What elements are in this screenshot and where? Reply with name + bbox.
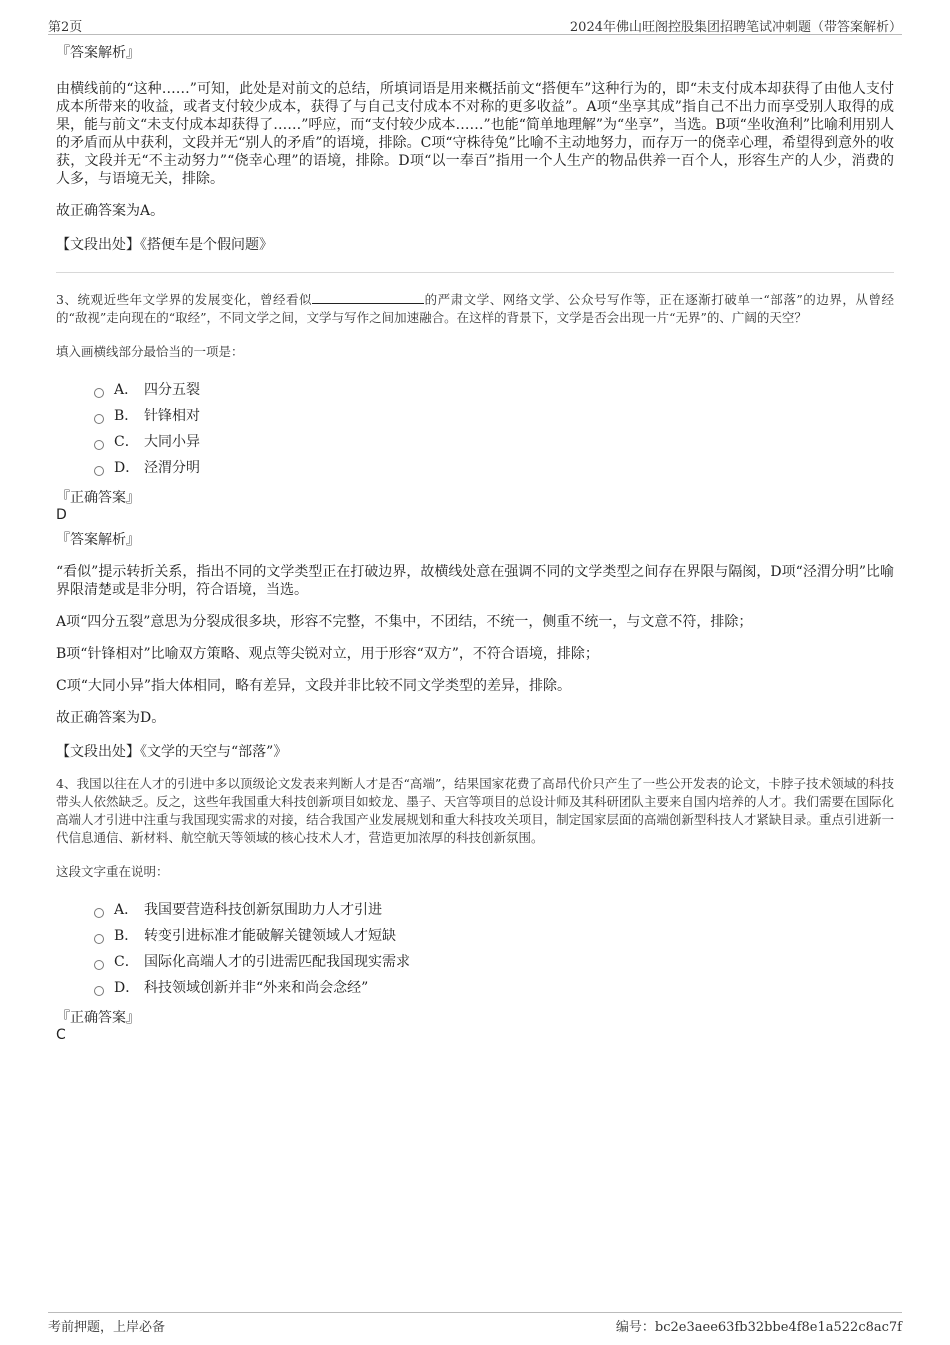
page-footer: [48, 1312, 902, 1337]
q3-analysis-p2: A项“四分五裂”意思为分裂成很多块，形容不完整，不集中，不团结，不统一，侧重不统一，与文意不符，排除；: [56, 614, 753, 630]
q3-answer-label: 『正确答案』: [56, 490, 140, 506]
option-letter: A．: [114, 902, 139, 918]
option-letter: D．: [114, 980, 140, 996]
page-number: 第2页: [48, 20, 83, 35]
q4-options: [94, 897, 894, 1001]
q2-analysis-text: 由横线前的“这种……”可知，此处是对前文的总结，所填词语是用来概括前文“搭便车”这种行为的，即“未支付成本却获得了由他人支付成本所带来的收益，或者支付较少成本，获得了与自己支付成本不对称的更多收益”。A项“坐享其成”指自己不出力而享受别人取得的成果，能与前文“未支付成本却获得了……”呼应，而“支付较少成本……”也能“简单地理解”为“坐享”，当选。B项“坐收渔利”比喻利用别人的矛盾而从中获利，文段并无“别人的矛盾”的语境，排除。C项“守株待兔”比喻不主动地努力，而存万一的侥幸心理，希望得到意外的收获，文段并无“不主动努力”“侥幸心理”的语境，排除。D项“以一奉百”指用一个人生产的物品供养一百个人，形容生产的人少，消费的人多，与语境无关，排除。: [56, 81, 894, 187]
q4-answer-label: 『正确答案』: [56, 1010, 140, 1026]
option-letter: C．: [114, 954, 139, 970]
q3-option-b[interactable]: [94, 403, 894, 429]
q2-conclusion: 故正确答案为A。: [56, 203, 165, 219]
radio-icon[interactable]: [94, 414, 104, 424]
q3-source: 【文段出处】《文学的天空与“部落”》: [56, 744, 288, 760]
option-text: 转变引进标准才能破解关键领域人才短缺: [144, 928, 396, 944]
option-text: 大同小异: [144, 434, 200, 450]
q4-option-c[interactable]: [94, 949, 894, 975]
radio-icon[interactable]: [94, 440, 104, 450]
option-text: 针锋相对: [144, 408, 200, 424]
q3-analysis-label: 『答案解析』: [56, 532, 140, 548]
radio-icon[interactable]: [94, 908, 104, 918]
option-text: 科技领域创新并非“外来和尚会念经”: [144, 980, 369, 996]
q4-answer: C: [56, 1027, 66, 1043]
q3-stem-after: 的严肃文学、网络文学、公众号写作等，正在逐渐打破单一“部落”的边界，从曾经的“敌视”走向现在的“取经”，不同文学之间，文学与写作之间加速融合。在这样的背景下，文学是否会出现一片“无界”的、广阔的天空？: [56, 292, 894, 325]
radio-icon[interactable]: [94, 960, 104, 970]
divider: [56, 272, 894, 273]
q4-option-a[interactable]: [94, 897, 894, 923]
q3-analysis-p1: “看似”提示转折关系，指出不同的文学类型正在打破边界，故横线处意在强调不同的文学类型之间存在界限与隔阂，D项“泾渭分明”比喻界限清楚或是非分明，符合语境，当选。: [56, 564, 894, 598]
q3-analysis-p4: C项“大同小异”指大体相同，略有差异，文段并非比较不同文学类型的差异，排除。: [56, 678, 572, 694]
option-letter: C．: [114, 434, 139, 450]
q2-source: 【文段出处】《搭便车是个假问题》: [56, 237, 273, 253]
q4-prompt: 这段文字重在说明：: [56, 864, 169, 879]
page-content: [56, 42, 894, 1049]
option-letter: A．: [114, 382, 139, 398]
radio-icon[interactable]: [94, 466, 104, 476]
option-text: 我国要营造科技创新氛围助力人才引进: [144, 902, 382, 918]
option-text: 泾渭分明: [144, 460, 200, 476]
option-letter: D．: [114, 460, 140, 476]
q3-options: [94, 377, 894, 481]
q3-answer: D: [56, 507, 67, 523]
q3-stem: [56, 291, 894, 327]
q3-option-a[interactable]: [94, 377, 894, 403]
q4-option-d[interactable]: [94, 975, 894, 1001]
q3-stem-before: 3、统观近些年文学界的发展变化，曾经看似: [56, 292, 313, 307]
option-text: 国际化高端人才的引进需匹配我国现实需求: [144, 954, 410, 970]
q3-prompt: 填入画横线部分最恰当的一项是：: [56, 344, 244, 359]
option-letter: B．: [114, 408, 139, 424]
option-letter: B．: [114, 928, 139, 944]
q2-analysis-label: 『答案解析』: [56, 45, 140, 61]
radio-icon[interactable]: [94, 986, 104, 996]
page-header: [48, 14, 902, 35]
option-text: 四分五裂: [144, 382, 200, 398]
document-title: 2024年佛山旺阁控股集团招聘笔试冲刺题（带答案解析）: [569, 20, 902, 35]
q4-option-b[interactable]: [94, 923, 894, 949]
footer-slogan: 考前押题，上岸必备: [48, 1320, 166, 1335]
footer-id: 编号：bc2e3aee63fb32bbe4f8e1a522c8ac7f: [615, 1320, 902, 1335]
q4-stem: 4、我国以往在人才的引进中多以顶级论文发表来判断人才是否“高端”，结果国家花费了高昂代价只产生了一些公开发表的论文，卡脖子技术领域的科技带头人依然缺乏。反之，这些年我国重大科技创新项目如蛟龙、墨子、天宫等项目的总设计师及其科研团队主要来自国内培养的人才。我们需要在国际化高端人才引进中注重与我国现实需求的对接，结合我国产业发展规划和重大科技攻关项目，制定国家层面的高端创新型科技人才紧缺目录。重点引进新一代信息通信、新材料、航空航天等领域的核心技术人才，营造更加浓厚的科技创新氛围。: [56, 776, 894, 845]
radio-icon[interactable]: [94, 388, 104, 398]
fill-blank-line: [312, 291, 424, 304]
q3-conclusion: 故正确答案为D。: [56, 710, 166, 726]
q3-option-d[interactable]: [94, 455, 894, 481]
q3-analysis-p3: B项“针锋相对”比喻双方策略、观点等尖锐对立，用于形容“双方”，不符合语境，排除；: [56, 646, 599, 662]
radio-icon[interactable]: [94, 934, 104, 944]
q3-option-c[interactable]: [94, 429, 894, 455]
